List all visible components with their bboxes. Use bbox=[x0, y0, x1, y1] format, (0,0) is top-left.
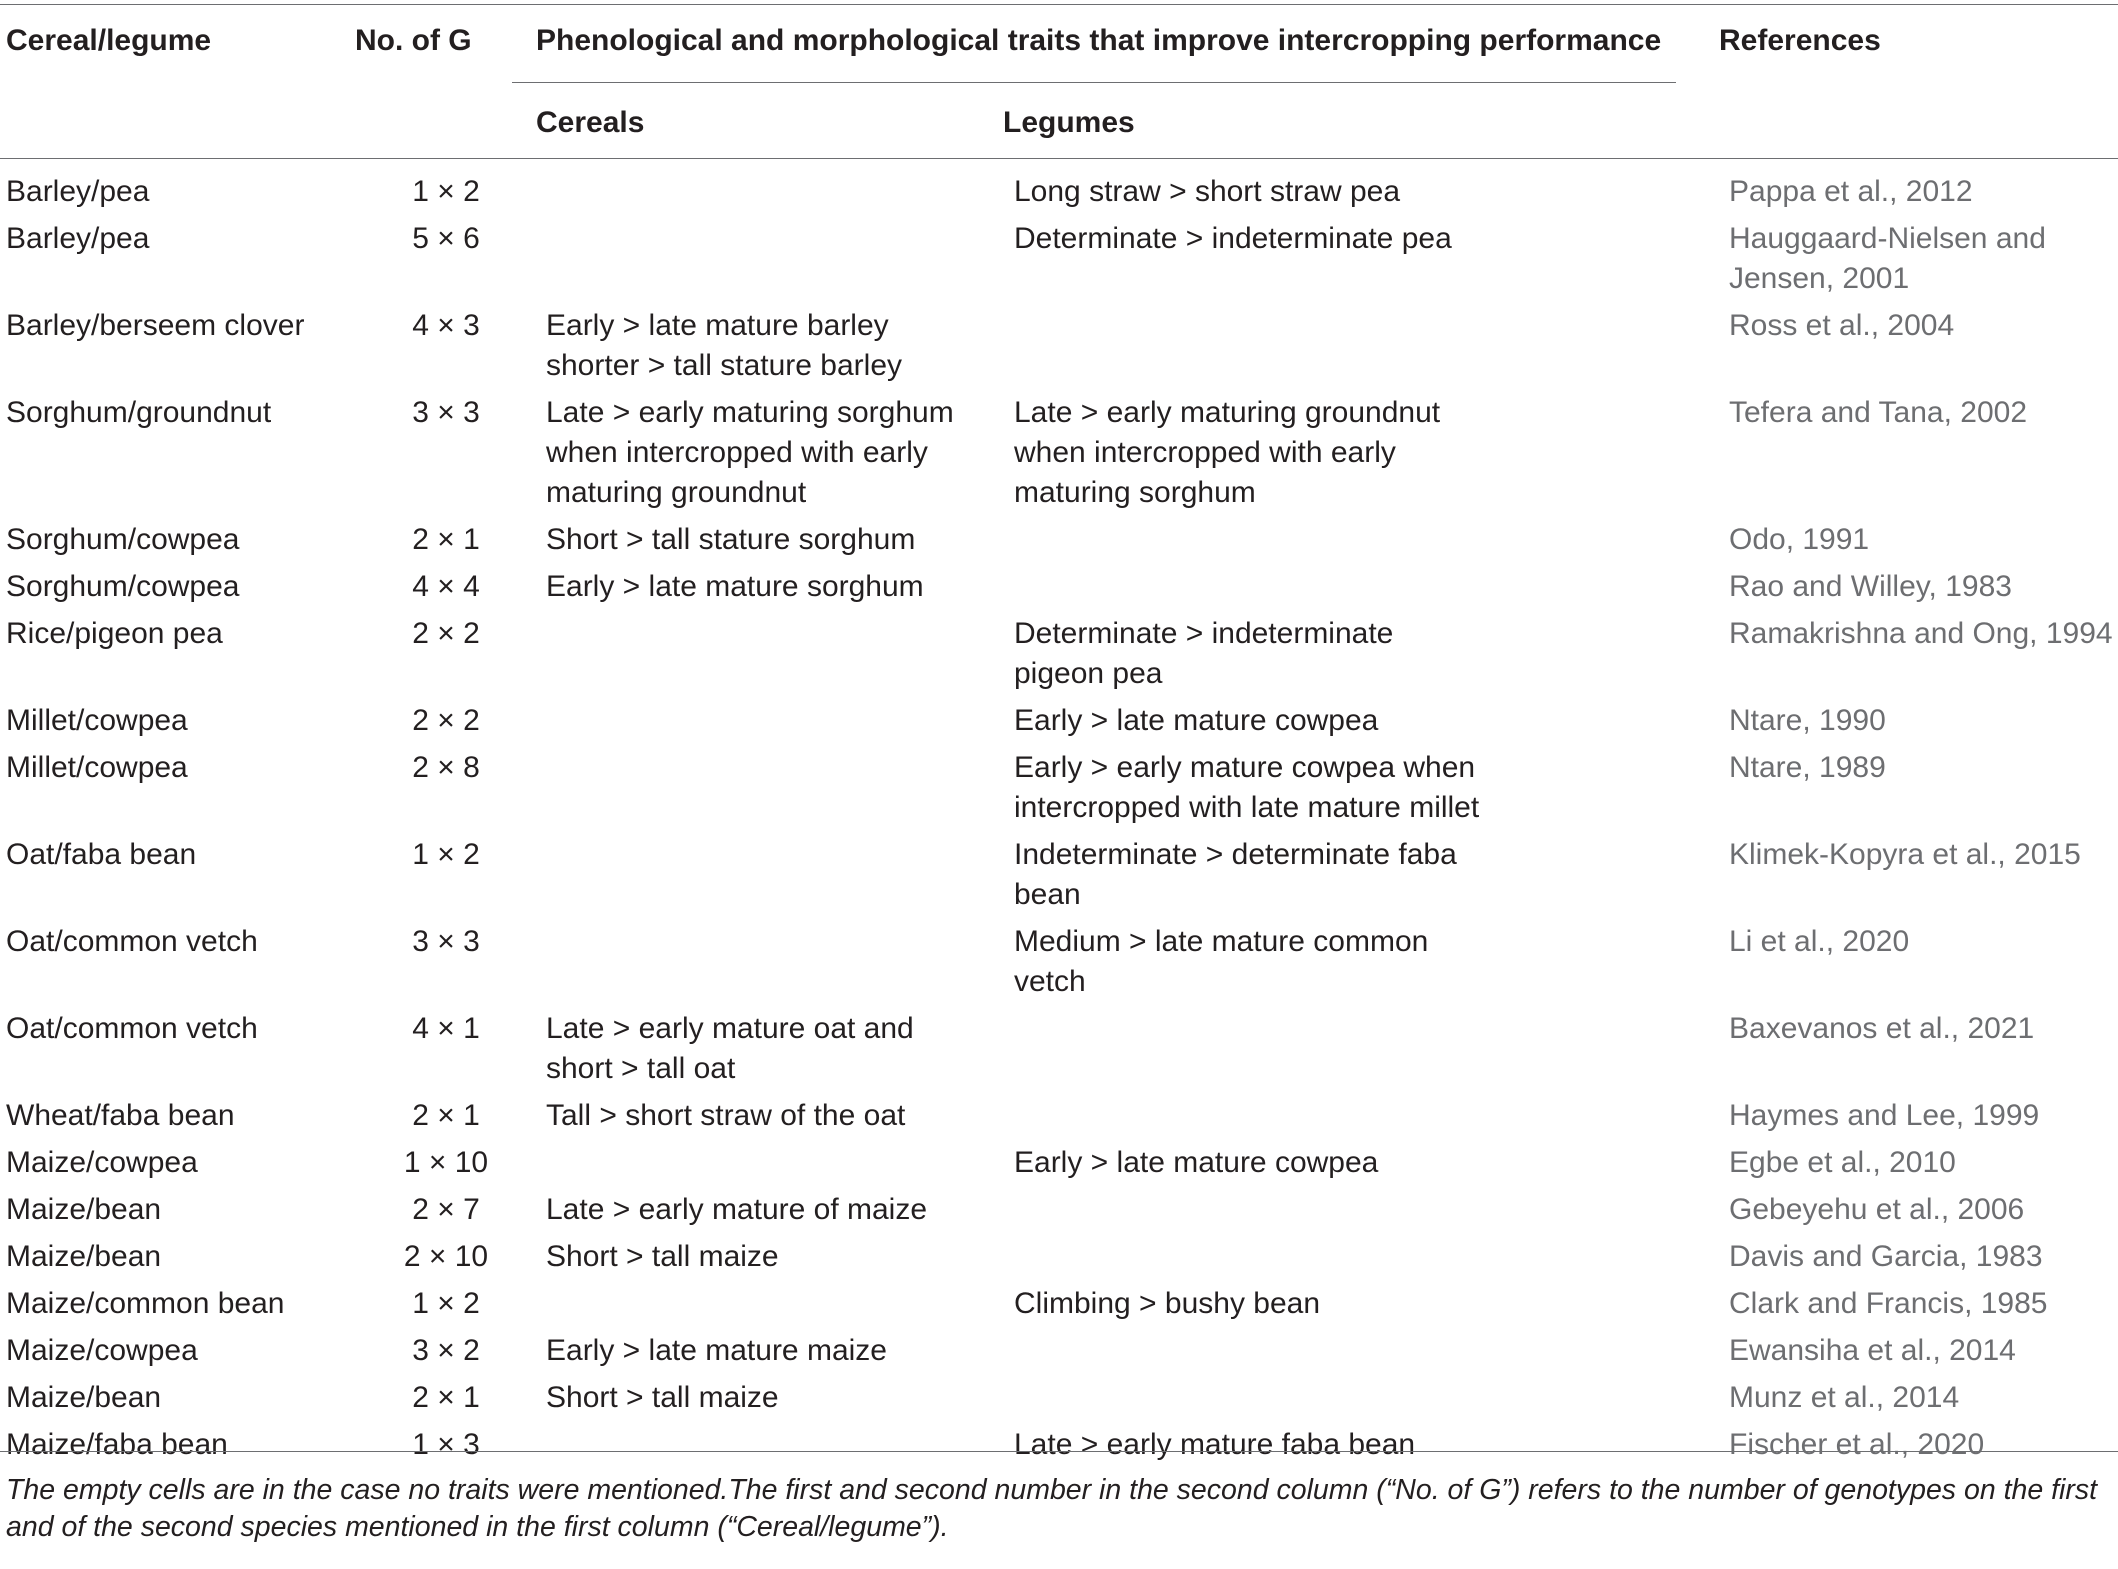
legume-traits bbox=[1014, 393, 1729, 520]
reference bbox=[1729, 1009, 2118, 1096]
reference bbox=[1729, 1425, 2118, 1472]
cereal-legume-pair bbox=[0, 1331, 354, 1378]
cereal-legume-pair bbox=[0, 922, 354, 1009]
reference bbox=[1729, 922, 2118, 1009]
table-row bbox=[0, 922, 2118, 1009]
genotype-count bbox=[354, 567, 538, 614]
cereal-legume-pair-text: Maize/faba bean bbox=[6, 1428, 228, 1461]
table-row bbox=[0, 1237, 2118, 1284]
reference bbox=[1729, 1096, 2118, 1143]
cereal-traits-text: Late > early mature of maize bbox=[546, 1193, 928, 1226]
genotype-count-text: 5 × 6 bbox=[412, 222, 480, 255]
table-body bbox=[0, 172, 2118, 1472]
cereal-traits-text: Short > tall maize bbox=[546, 1381, 779, 1414]
legume-traits bbox=[1014, 219, 1729, 306]
table-row bbox=[0, 219, 2118, 306]
cereal-traits bbox=[538, 393, 1014, 520]
reference bbox=[1729, 1331, 2118, 1378]
traits-table bbox=[0, 172, 2118, 1472]
legume-traits-text: Late > early maturing groundnut when intercropped with early maturing sorghum bbox=[1014, 396, 1441, 509]
cereal-traits bbox=[538, 1143, 1014, 1190]
table-row bbox=[0, 1096, 2118, 1143]
genotype-count-text: 1 × 10 bbox=[403, 1146, 489, 1179]
genotype-count-text: 4 × 4 bbox=[412, 570, 480, 603]
genotype-count-text: 1 × 2 bbox=[412, 838, 480, 871]
cereal-traits bbox=[538, 835, 1014, 922]
legume-traits bbox=[1014, 1096, 1729, 1143]
cereal-legume-pair bbox=[0, 1009, 354, 1096]
legume-traits bbox=[1014, 306, 1729, 393]
genotype-count-text: 2 × 1 bbox=[412, 1099, 480, 1132]
cereal-legume-pair bbox=[0, 567, 354, 614]
reference bbox=[1729, 219, 2118, 306]
top-rule bbox=[0, 4, 2118, 5]
cereal-traits bbox=[538, 567, 1014, 614]
cereal-legume-pair-text: Barley/pea bbox=[6, 222, 150, 255]
cereal-legume-pair bbox=[0, 1237, 354, 1284]
reference bbox=[1729, 1237, 2118, 1284]
header-traits: Phenological and morphological traits that improve intercropping performance bbox=[536, 24, 1662, 57]
table-row bbox=[0, 701, 2118, 748]
cereal-traits-text: Early > late mature sorghum bbox=[546, 570, 924, 603]
cereal-traits bbox=[538, 1237, 1014, 1284]
genotype-count bbox=[354, 1009, 538, 1096]
reference-text: Odo, 1991 bbox=[1729, 523, 1870, 556]
genotype-count bbox=[354, 172, 538, 219]
reference-text: Tefera and Tana, 2002 bbox=[1729, 396, 2028, 429]
table-row bbox=[0, 1284, 2118, 1331]
reference bbox=[1729, 567, 2118, 614]
subheader-legumes: Legumes bbox=[1003, 106, 1135, 139]
cereal-traits bbox=[538, 1284, 1014, 1331]
reference-text: Egbe et al., 2010 bbox=[1729, 1146, 1956, 1179]
genotype-count bbox=[354, 1331, 538, 1378]
legume-traits bbox=[1014, 1237, 1729, 1284]
reference-text: Gebeyehu et al., 2006 bbox=[1729, 1193, 2025, 1226]
legume-traits bbox=[1014, 1009, 1729, 1096]
reference bbox=[1729, 393, 2118, 520]
table-footnote: The empty cells are in the case no traits were mentioned.The first and second number in the second column (“No. of G”) refers to the number of genotypes on the first and of the second species mentioned in the first column (“Cereal/legume”). bbox=[6, 1474, 2098, 1543]
cereal-traits bbox=[538, 520, 1014, 567]
legume-traits bbox=[1014, 614, 1729, 701]
genotype-count bbox=[354, 701, 538, 748]
reference-text: Davis and Garcia, 1983 bbox=[1729, 1240, 2043, 1273]
cereal-traits bbox=[538, 1096, 1014, 1143]
cereal-traits bbox=[538, 701, 1014, 748]
header-references: References bbox=[1719, 24, 1881, 57]
table-row bbox=[0, 1143, 2118, 1190]
reference-text: Ewansiha et al., 2014 bbox=[1729, 1334, 2016, 1367]
cereal-traits bbox=[538, 922, 1014, 1009]
genotype-count-text: 2 × 7 bbox=[412, 1193, 480, 1226]
cereal-legume-pair bbox=[0, 701, 354, 748]
cereal-legume-pair-text: Sorghum/groundnut bbox=[6, 396, 272, 429]
genotype-count-text: 2 × 2 bbox=[412, 704, 480, 737]
cereal-legume-pair-text: Sorghum/cowpea bbox=[6, 523, 240, 556]
legume-traits bbox=[1014, 1425, 1729, 1472]
cereal-traits-text: Late > early maturing sorghum when intercropped with early maturing groundnut bbox=[546, 396, 954, 509]
reference bbox=[1729, 701, 2118, 748]
reference bbox=[1729, 306, 2118, 393]
legume-traits-text: Determinate > indeterminate pigeon pea bbox=[1014, 617, 1394, 690]
table-row bbox=[0, 1009, 2118, 1096]
table-row bbox=[0, 1331, 2118, 1378]
reference bbox=[1729, 1190, 2118, 1237]
cereal-traits bbox=[538, 1378, 1014, 1425]
genotype-count bbox=[354, 306, 538, 393]
genotype-count-text: 1 × 2 bbox=[412, 1287, 480, 1320]
legume-traits-text: Medium > late mature common vetch bbox=[1014, 925, 1429, 998]
cereal-legume-pair-text: Maize/common bean bbox=[6, 1287, 285, 1320]
cereal-legume-pair-text: Rice/pigeon pea bbox=[6, 617, 223, 650]
cereal-legume-pair-text: Barley/berseem clover bbox=[6, 309, 305, 342]
reference bbox=[1729, 614, 2118, 701]
cereal-legume-pair bbox=[0, 1190, 354, 1237]
legume-traits-text: Long straw > short straw pea bbox=[1014, 175, 1401, 208]
cereal-traits bbox=[538, 748, 1014, 835]
header-cereal-legume: Cereal/legume bbox=[6, 24, 212, 57]
reference-text: Pappa et al., 2012 bbox=[1729, 175, 1973, 208]
genotype-count bbox=[354, 1190, 538, 1237]
genotype-count bbox=[354, 219, 538, 306]
table-bottom-rule bbox=[0, 1451, 2118, 1452]
legume-traits-text: Late > early mature faba bean bbox=[1014, 1428, 1416, 1461]
table-row bbox=[0, 172, 2118, 219]
cereal-traits-text: Short > tall maize bbox=[546, 1240, 779, 1273]
cereal-traits bbox=[538, 172, 1014, 219]
cereal-legume-pair-text: Maize/cowpea bbox=[6, 1146, 198, 1179]
cereal-legume-pair-text: Maize/bean bbox=[6, 1240, 162, 1273]
cereal-traits bbox=[538, 1331, 1014, 1378]
cereal-legume-pair bbox=[0, 1096, 354, 1143]
genotype-count bbox=[354, 1143, 538, 1190]
legume-traits bbox=[1014, 172, 1729, 219]
genotype-count bbox=[354, 922, 538, 1009]
cereal-legume-pair-text: Maize/cowpea bbox=[6, 1334, 198, 1367]
cereal-traits bbox=[538, 1190, 1014, 1237]
table-row bbox=[0, 1190, 2118, 1237]
reference-text: Ramakrishna and Ong, 1994 bbox=[1729, 617, 2113, 650]
cereal-traits-text: Early > late mature maize bbox=[546, 1334, 887, 1367]
traits-subheader-rule bbox=[512, 82, 1676, 83]
genotype-count-text: 2 × 1 bbox=[412, 1381, 480, 1414]
legume-traits-text: Climbing > bushy bean bbox=[1014, 1287, 1321, 1320]
genotype-count bbox=[354, 520, 538, 567]
legume-traits bbox=[1014, 1190, 1729, 1237]
cereal-legume-pair bbox=[0, 219, 354, 306]
table-row bbox=[0, 306, 2118, 393]
genotype-count-text: 2 × 10 bbox=[403, 1240, 489, 1273]
cereal-traits bbox=[538, 1009, 1014, 1096]
genotype-count-text: 1 × 3 bbox=[412, 1428, 480, 1461]
cereal-legume-pair-text: Barley/pea bbox=[6, 175, 150, 208]
table-row bbox=[0, 835, 2118, 922]
reference bbox=[1729, 835, 2118, 922]
cereal-traits bbox=[538, 614, 1014, 701]
legume-traits bbox=[1014, 520, 1729, 567]
reference-text: Hauggaard-Nielsen and Jensen, 2001 bbox=[1729, 222, 2046, 295]
cereal-legume-pair bbox=[0, 748, 354, 835]
genotype-count-text: 2 × 8 bbox=[412, 751, 480, 784]
reference-text: Li et al., 2020 bbox=[1729, 925, 1910, 958]
cereal-traits-text: Late > early mature oat and short > tall oat bbox=[546, 1012, 914, 1085]
reference-text: Baxevanos et al., 2021 bbox=[1729, 1012, 2035, 1045]
cereal-traits bbox=[538, 1425, 1014, 1472]
table-row bbox=[0, 567, 2118, 614]
cereal-legume-pair bbox=[0, 1425, 354, 1472]
genotype-count-text: 3 × 3 bbox=[412, 396, 480, 429]
legume-traits bbox=[1014, 1143, 1729, 1190]
genotype-count-text: 4 × 3 bbox=[412, 309, 480, 342]
reference-text: Clark and Francis, 1985 bbox=[1729, 1287, 2048, 1320]
genotype-count bbox=[354, 393, 538, 520]
cereal-legume-pair-text: Oat/faba bean bbox=[6, 838, 197, 871]
legume-traits bbox=[1014, 1284, 1729, 1331]
cereal-legume-pair bbox=[0, 520, 354, 567]
legume-traits bbox=[1014, 1378, 1729, 1425]
table-row bbox=[0, 614, 2118, 701]
table-row bbox=[0, 393, 2118, 520]
genotype-count-text: 2 × 1 bbox=[412, 523, 480, 556]
cereal-legume-pair bbox=[0, 393, 354, 520]
reference bbox=[1729, 1143, 2118, 1190]
genotype-count-text: 1 × 2 bbox=[412, 175, 480, 208]
reference bbox=[1729, 520, 2118, 567]
genotype-count bbox=[354, 1237, 538, 1284]
reference-text: Ross et al., 2004 bbox=[1729, 309, 1955, 342]
subheader-cereals: Cereals bbox=[536, 106, 645, 139]
legume-traits-text: Determinate > indeterminate pea bbox=[1014, 222, 1452, 255]
genotype-count-text: 4 × 1 bbox=[412, 1012, 480, 1045]
cereal-legume-pair-text: Oat/common vetch bbox=[6, 925, 258, 958]
reference bbox=[1729, 1284, 2118, 1331]
genotype-count-text: 2 × 2 bbox=[412, 617, 480, 650]
genotype-count bbox=[354, 1425, 538, 1472]
cereal-legume-pair bbox=[0, 306, 354, 393]
legume-traits bbox=[1014, 748, 1729, 835]
reference bbox=[1729, 172, 2118, 219]
cereal-traits-text: Early > late mature barley shorter > tall stature barley bbox=[546, 309, 903, 382]
genotype-count-text: 3 × 2 bbox=[412, 1334, 480, 1367]
reference-text: Klimek-Kopyra et al., 2015 bbox=[1729, 838, 2081, 871]
genotype-count bbox=[354, 748, 538, 835]
cereal-legume-pair-text: Wheat/faba bean bbox=[6, 1099, 235, 1132]
legume-traits bbox=[1014, 701, 1729, 748]
cereal-legume-pair bbox=[0, 1284, 354, 1331]
legume-traits-text: Early > late mature cowpea bbox=[1014, 1146, 1379, 1179]
reference bbox=[1729, 748, 2118, 835]
header-bottom-rule bbox=[0, 158, 2118, 159]
cereal-legume-pair-text: Sorghum/cowpea bbox=[6, 570, 240, 603]
cereal-legume-pair-text: Oat/common vetch bbox=[6, 1012, 258, 1045]
genotype-count bbox=[354, 1284, 538, 1331]
cereal-legume-pair-text: Maize/bean bbox=[6, 1381, 162, 1414]
genotype-count bbox=[354, 614, 538, 701]
cereal-legume-pair bbox=[0, 172, 354, 219]
table-row bbox=[0, 1425, 2118, 1472]
cereal-traits bbox=[538, 219, 1014, 306]
cereal-traits bbox=[538, 306, 1014, 393]
genotype-count bbox=[354, 1096, 538, 1143]
table-row bbox=[0, 1378, 2118, 1425]
table-row bbox=[0, 748, 2118, 835]
legume-traits bbox=[1014, 922, 1729, 1009]
reference-text: Ntare, 1989 bbox=[1729, 751, 1886, 784]
reference-text: Munz et al., 2014 bbox=[1729, 1381, 1960, 1414]
legume-traits bbox=[1014, 835, 1729, 922]
legume-traits-text: Early > early mature cowpea when intercropped with late mature millet bbox=[1014, 751, 1480, 824]
genotype-count bbox=[354, 835, 538, 922]
header-no-of-g: No. of G bbox=[355, 24, 472, 57]
legume-traits-text: Indeterminate > determinate faba bean bbox=[1014, 838, 1457, 911]
legume-traits bbox=[1014, 567, 1729, 614]
cereal-legume-pair-text: Maize/bean bbox=[6, 1193, 162, 1226]
reference-text: Rao and Willey, 1983 bbox=[1729, 570, 2012, 603]
cereal-legume-pair bbox=[0, 1378, 354, 1425]
cereal-legume-pair-text: Millet/cowpea bbox=[6, 751, 188, 784]
genotype-count bbox=[354, 1378, 538, 1425]
reference-text: Haymes and Lee, 1999 bbox=[1729, 1099, 2040, 1132]
reference bbox=[1729, 1378, 2118, 1425]
cereal-legume-pair bbox=[0, 835, 354, 922]
legume-traits bbox=[1014, 1331, 1729, 1378]
genotype-count-text: 3 × 3 bbox=[412, 925, 480, 958]
reference-text: Ntare, 1990 bbox=[1729, 704, 1886, 737]
cereal-traits-text: Tall > short straw of the oat bbox=[546, 1099, 906, 1132]
table-row bbox=[0, 520, 2118, 567]
cereal-traits-text: Short > tall stature sorghum bbox=[546, 523, 916, 556]
cereal-legume-pair bbox=[0, 614, 354, 701]
reference-text: Fischer et al., 2020 bbox=[1729, 1428, 1985, 1461]
cereal-legume-pair-text: Millet/cowpea bbox=[6, 704, 188, 737]
legume-traits-text: Early > late mature cowpea bbox=[1014, 704, 1379, 737]
cereal-legume-pair bbox=[0, 1143, 354, 1190]
